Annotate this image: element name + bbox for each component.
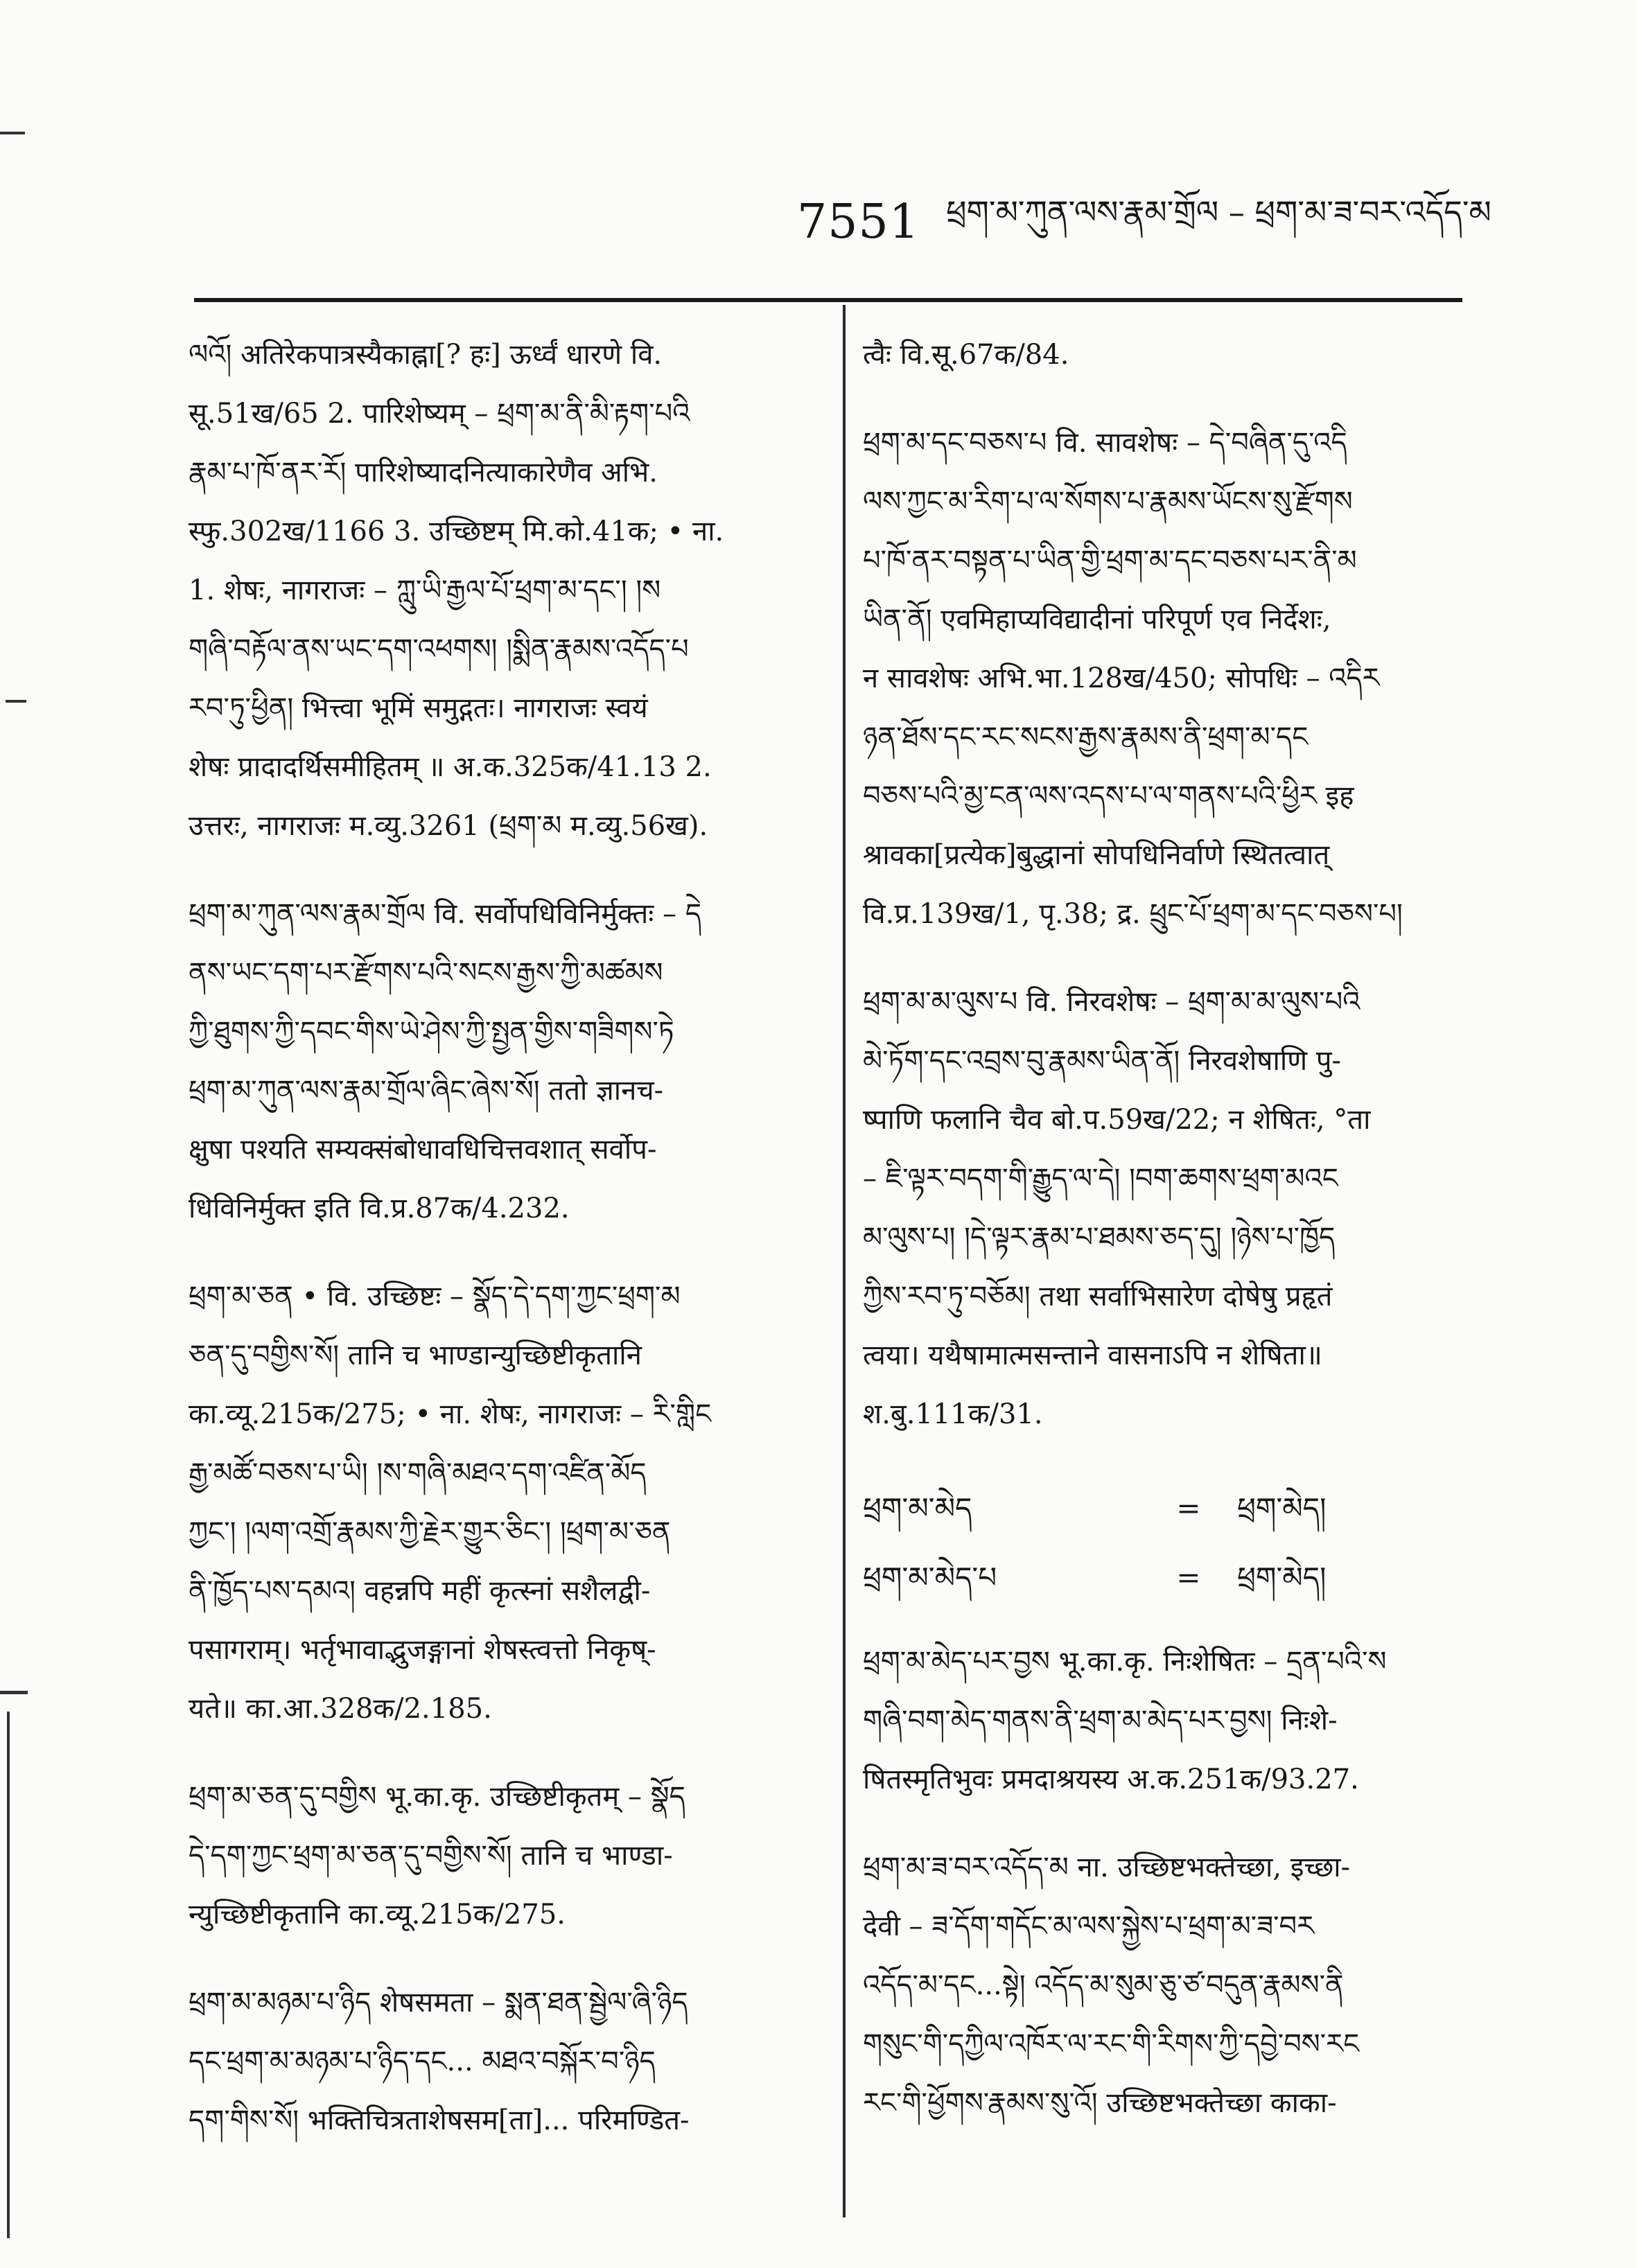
header-rule [194, 298, 1462, 302]
entry-line: གཞི་བརྟོལ་ནས་ཡང་དག་འཕགས། །སྨིན་རྣམས་འདོད་པ [189, 633, 689, 665]
entry-line: का.व्यू.215क/275; • ना. शेषः, नागराजः – རི་གླིང [189, 1398, 712, 1430]
entry-line: མེ་ཏོག་དང་འབྲས་བུ་རྣམས་ཡིན་ནོ། निरवशेषाणि पु- [863, 1045, 1342, 1077]
dictionary-entry [863, 326, 1457, 385]
entry-line: ཕྲག་མ་ཟ་བར་འདོད་མ ना. उच्छिष्टभक्तेच्छा, इच्छा- [863, 1852, 1351, 1883]
entry-line: ཕྲག་མ་མཉམ་པ་ཉིད शेषसमता – སྨན་ཐན་སྦྱེལ་ཞི་ཉིད [189, 1987, 688, 2019]
entry-line: ནི་ཁྱོད་པས་དམའ། वहन्नपि महीं कृत्स्नां सशैलद्वी- [189, 1575, 651, 1607]
entry-line: དག་གིས་སོ། भक्तिचित्रताशेषसम[ता]... परिमण्डित- [189, 2104, 690, 2136]
entry-line: षितस्मृतिभुवः प्रमदाश्रयस्य अ.क.251क/93.27. [863, 1764, 1359, 1795]
page-number: 7551 [797, 194, 920, 249]
entry-line: सू.51ख/65 2. पारिशेष्यम् – ཕྲག་མ་ནི་མི་རྟག་པའི [189, 398, 690, 430]
entry-line: धिविनिर्मुक्त इति वि.प्र.87क/4.232. [189, 1193, 570, 1224]
entry-line: स्फु.302ख/1166 3. उच्छिष्टम् मि.को.41क; • ना. [189, 516, 724, 547]
cross-reference-list [863, 1473, 1457, 1612]
dictionary-entry [189, 1973, 816, 2150]
entry-line: ཀྱང་། །ལག་འགྲོ་རྣམས་ཀྱི་རྗེར་གྱུར་ཅིང་། །ཕྲག་མ་ཅན [189, 1516, 671, 1548]
binding-mark-top [0, 132, 25, 134]
dictionary-entry [863, 414, 1457, 944]
entry-line: པ་ཁོ་ནར་བསྟན་པ་ཡིན་གྱི་ཕྲག་མ་དང་བཅས་པར་ནི་མ [863, 545, 1357, 577]
entry-line: देवी – ཟ་དོག་གདོང་མ་ལས་སྐྱེས་པ་ཕྲག་མ་ཟ་བར [863, 1910, 1315, 1942]
entry-line: ཉན་ཐོས་དང་རང་སངས་རྒྱས་རྣམས་ནི་ཕྲག་མ་དང [863, 721, 1308, 753]
column-divider [843, 305, 846, 2217]
left-column [189, 326, 816, 2231]
entry-line: ཕྲག་མ་ཅན • वि. उच्छिष्टः – སྣོད་དེ་དག་ཀྱང་ཕྲག་མ [189, 1281, 681, 1312]
entry-line: འདོད་མ་དང...སྟེ། འདོད་མ་སུམ་ཅུ་ཙ་བདུན་རྣམས་ནི [863, 1969, 1344, 2001]
entry-line: ཡིན་ནོ། एवमिहाप्यविद्यादीनां परिपूर्ण एव निर्देशः, [863, 604, 1331, 635]
xref-equals: = [1176, 1491, 1201, 1525]
entry-line: རྒྱ་མཚོ་བཅས་པ་ཡི། །ས་གཞི་མཐའ་དག་འཛིན་མོད [189, 1457, 647, 1489]
entry-line: བཅས་པའི་མྱ་ངན་ལས་འདས་པ་ལ་གནས་པའི་ཕྱིར इह [863, 780, 1354, 812]
dictionary-entry [189, 1267, 816, 1739]
entry-line: ཕྲག་མ་ཀུན་ལས་རྣམ་གྲོལ वि. सर्वोपधिविनिर्मुक्तः – དེ [189, 898, 701, 930]
xref-term: ཕྲག་མ་མེད [863, 1491, 972, 1525]
entry-line: ཀྱི་ཐུགས་ཀྱི་དབང་གིས་ཡེ་ཤེས་ཀྱི་སྤྱན་གྱིས་གཟིགས་ཏེ [189, 1016, 674, 1048]
entry-line: उत्तरः, नागराजः म.व्यु.3261 (ཕྲག་མ म.व्यु.56ख). [189, 810, 708, 842]
cross-reference-row [863, 1542, 1457, 1612]
entry-line: ཀྱིས་རབ་ཏུ་བཅོམ། तथा सर्वाभिसारेण दोषेषु प्रहृतं [863, 1281, 1333, 1312]
entry-line: ལའོ། अतिरेकपात्रस्यैकाह्ना[? हः] ऊर्ध्वं धारणे वि. [189, 339, 663, 371]
entry-line: ཕྲག་མ་མེད་པར་བྱས भू.का.कृ. निःशेषितः – དྲན་པའི་ས [863, 1646, 1387, 1678]
xref-target: ཕྲག་མེད། [1237, 1560, 1327, 1594]
entry-line: ཕྲག་མ་ཀུན་ལས་རྣམ་གྲོལ་ཞིང་ཞེས་སོ། ततो ज्ञानच- [189, 1075, 664, 1107]
entry-line: पसागराम्। भर्तृभावाद्भुजङ्गानां शेषस्त्वत्तो निकृष्- [189, 1634, 656, 1666]
entry-line: དེ་དག་ཀྱང་ཕྲག་མ་ཅན་དུ་བགྱིས་སོ། तानि च भाण्डा- [189, 1840, 673, 1872]
dictionary-entry [863, 973, 1457, 1444]
right-column [863, 326, 1457, 2231]
cross-reference-row [863, 1473, 1457, 1542]
entry-line: न सावशेषः अभि.भा.128ख/450; सोपधिः – འདིར [863, 662, 1380, 694]
binding-mark-bottom [7, 1712, 10, 2238]
binding-mark-lower [0, 1691, 28, 1694]
entry-line: श.बु.111क/31. [863, 1398, 1043, 1430]
entry-line: त्वैः वि.सू.67क/84. [863, 339, 1069, 371]
entry-line: ष्पाणि फलानि चैव बो.प.59ख/22; न शेषितः, °ता [863, 1104, 1371, 1136]
entry-line: ནས་ཡང་དག་པར་རྫོགས་པའི་སངས་རྒྱས་ཀྱི་མཚམས [189, 957, 663, 989]
dictionary-entry [189, 326, 816, 856]
entry-line: त्वया। यथैषामात्मसन्ताने वासनाऽपि न शेषिता॥ [863, 1339, 1322, 1371]
dictionary-entry [863, 1633, 1457, 1809]
entry-line: न्युच्छिष्टीकृतानि का.व्यू.215क/275. [189, 1899, 566, 1931]
entry-line: ཕྲག་མ་ཅན་དུ་བགྱིས भू.का.कृ. उच्छिष्टीकृतम् – སྣོད [189, 1781, 685, 1813]
dictionary-entry [863, 1838, 1457, 2133]
entry-line: ལས་ཀྱང་མ་རིག་པ་ལ་སོགས་པ་རྣམས་ཡོངས་སུ་རྫོགས [863, 486, 1353, 518]
running-head: ཕྲག་མ་ཀུན་ལས་རྣམ་གྲོལ – ཕྲག་མ་ཟ་བར་འདོད་མ [946, 193, 1491, 231]
entry-line: ཕྲག་མ་དང་བཅས་པ वि. सावशेषः – དེ་བཞིན་དུ་འདི [863, 427, 1347, 459]
xref-term: ཕྲག་མ་མེད་པ [863, 1560, 997, 1594]
entry-line: ཅན་དུ་བགྱིས་སོ། तानि च भाण्डान्युच्छिष्टीकृतानि [189, 1339, 642, 1371]
entry-line: यते॥ का.आ.328क/2.185. [189, 1693, 492, 1725]
entry-line: རྣམ་པ་ཁོ་ནར་རོ། पारिशेष्यादनित्याकारेणैव अभि. [189, 457, 658, 489]
dictionary-entry [189, 1768, 816, 1944]
xref-target: ཕྲག་མེད། [1237, 1491, 1327, 1525]
entry-line: – ཇི་ལྟར་བདག་གི་རྒྱུད་ལ་དེ། །བག་ཆགས་ཕྲག་མའང [863, 1163, 1338, 1195]
entry-line: 1. शेषः, नागराजः – ཀླུ་ཡི་རྒྱལ་པོ་ཕྲག་མ་དང་། །ས [189, 574, 661, 606]
entry-line: क्षुषा पश्यति सम्यक्संबोधावधिचित्तवशात् सर्वोप- [189, 1134, 657, 1166]
entry-line: རབ་ཏུ་ཕྱིན། भित्त्वा भूमिं समुद्गतः। नागराजः स्वयं [189, 692, 648, 724]
entry-line: श्रावका[प्रत्येक]बुद्धानां सोपधिनिर्वाणे स्थितत्वात् [863, 839, 1330, 871]
dictionary-entry [189, 885, 816, 1238]
entry-line: वि.प्र.139ख/1, पृ.38; द्र. ཕྲུང་པོ་ཕྲག་མ་དང་བཅས་པ། [863, 898, 1403, 930]
entry-line: མ་ལུས་པ། །དེ་ལྟར་རྣམ་པ་ཐམས་ཅད་དུ། །ཉེས་པ་ཁྱོད [863, 1222, 1336, 1254]
page-header [797, 187, 1490, 256]
entry-line: གཞི་བག་མེད་གནས་ནི་ཕྲག་མ་མེད་པར་བྱས། निःशे- [863, 1705, 1338, 1737]
xref-equals: = [1176, 1560, 1201, 1594]
binding-mark-mid [6, 700, 26, 703]
entry-line: ཕྲག་མ་མ་ལུས་པ वि. निरवशेषः – ཕྲག་མ་མ་ལུས་པའི [863, 986, 1360, 1018]
entry-line: རང་གི་ཕྱོགས་རྣམས་སུ་འོ། उच्छिष्टभक्तेच्छा काका- [863, 2087, 1337, 2119]
entry-line: གསུང་གི་དཀྱིལ་འཁོར་ལ་རང་གི་རིགས་ཀྱི་དབྱེ་བས་རང [863, 2028, 1360, 2060]
entry-line: དང་ཕྲག་མ་མཉམ་པ་ཉིད་དང... མཐའ་བསྐོར་བ་ཉིད [189, 2046, 656, 2077]
entry-line: शेषः प्रादादर्थिसमीहितम् ॥ अ.क.325क/41.13 2. [189, 751, 712, 783]
